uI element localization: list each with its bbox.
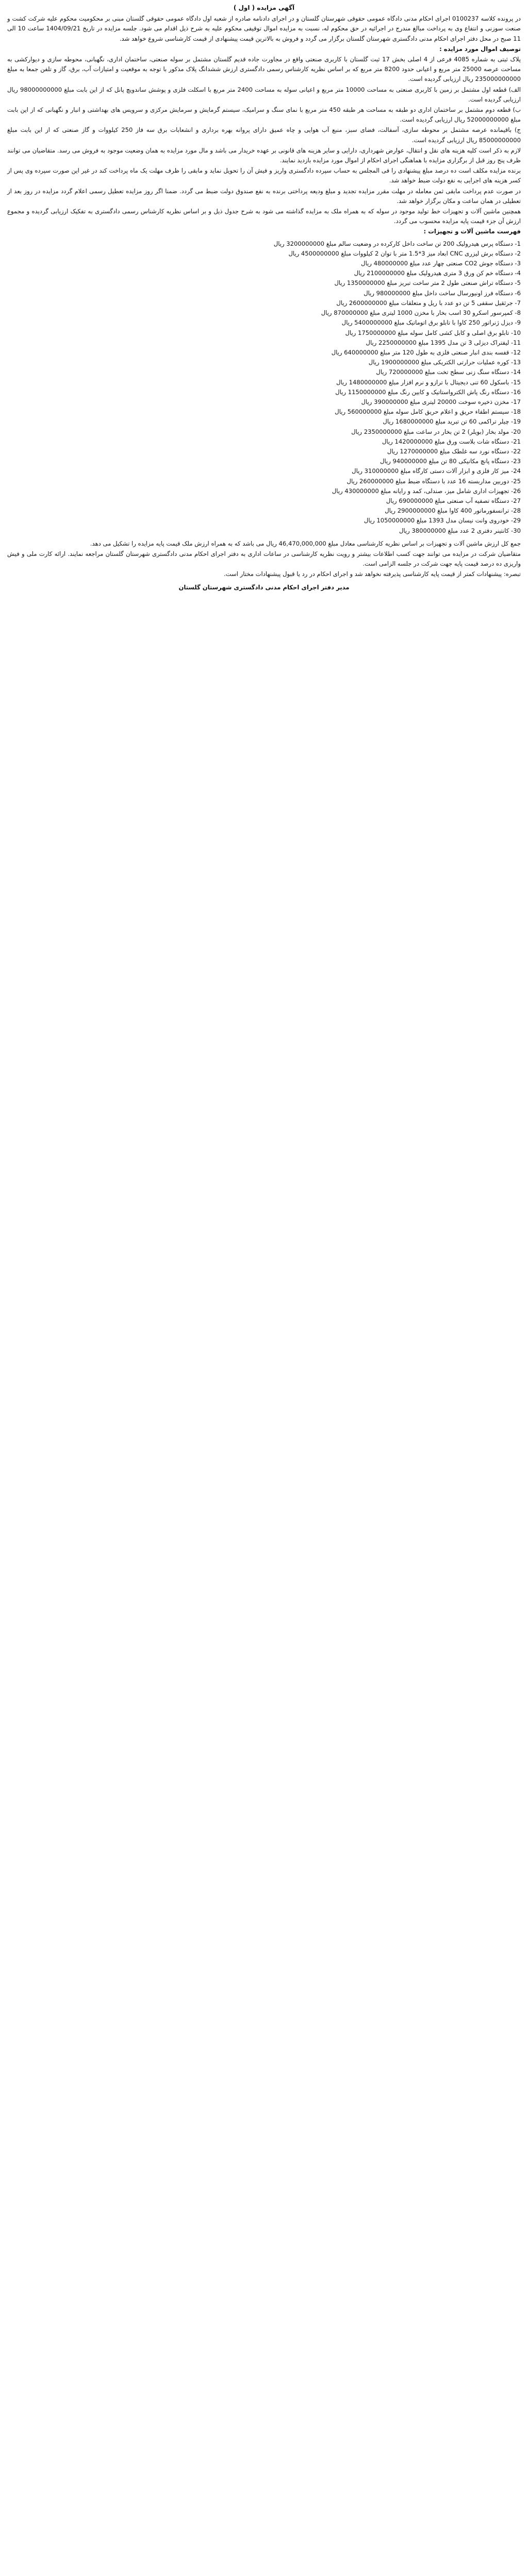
section-paragraph: برنده مزایده مکلف است ده درصد مبلغ پیشنهادی را فی المجلس به حساب سپرده دادگستری واریز و فیش آن را تحویل نماید و مابقی را ظرف مهلت یک ماه پرداخت کند در غیر این صورت سپرده وی پس از کسر هزینه های اجرایی به نفع دولت ضبط خواهد شد. <box>7 167 521 184</box>
section-paragraph: ب) قطعه دوم مشتمل بر ساختمان اداری دو طبقه به مساحت هر طبقه 450 متر مربع با نمای سنگ و سرامیک، سیستم گرمایش و سرمایش مرکزی و سرویس های بهداشتی و انبار و نگهبانی که از این بابت مبلغ 52000000000 ریال ارزیابی گردیده است. <box>7 106 521 124</box>
section-paragraph: ج) باقیمانده عرصه مشتمل بر محوطه سازی، آسفالت، فضای سبز، منبع آب هوایی و چاه عمیق دارای پروانه بهره برداری و انشعابات برق سه فاز 250 کیلووات و گاز صنعتی که از این بابت مبلغ 85000000000 ریال ارزیابی گردیده است. <box>7 126 521 144</box>
section-paragraph: همچنین ماشین آلات و تجهیزات خط تولید موجود در سوله که به همراه ملک به مزایده گذاشته می شود به شرح جدول ذیل و بر اساس نظریه کارشناس رسمی دادگستری به تفکیک ارزیابی گردیده و مجموع ارزش آن جزء قیمت پایه مزایده محسوب می گردد. <box>7 208 521 225</box>
list-item: 21- دستگاه شات بلاست ورق مبلغ 1420000000 ریال <box>382 437 521 445</box>
list-item: 9- دیزل ژنراتور 250 کاوا با تابلو برق اتوماتیک مبلغ 5400000000 ریال <box>341 319 521 327</box>
signature: مدیر دفتر اجرای احکام مدنی دادگستری شهرستان گلستان <box>178 583 350 591</box>
list-item: 24- میز کار فلزی و ابزار آلات دستی کارگاه مبلغ 310000000 ریال <box>352 467 521 475</box>
list-item: 19- چیلر تراکمی 60 تن تبرید مبلغ 1680000000 ریال <box>383 418 521 426</box>
list-item: 17- مخزن ذخیره سوخت 20000 لیتری مبلغ 390000000 ریال <box>361 398 521 405</box>
section-paragraph: در صورت عدم پرداخت مابقی ثمن معامله در مهلت مقرر مزایده تجدید و مبلغ ودیعه پرداختی برنده به نفع صندوق دولت ضبط می گردد. ضمنا اگر روز مزایده تعطیل رسمی اعلام گردد مزایده در روز بعد از تعطیلی در همان ساعت و مکان برگزار خواهد شد. <box>7 187 521 205</box>
section-paragraph: لازم به ذکر است کلیه هزینه های نقل و انتقال، عوارض شهرداری، دارایی و سایر هزینه های قانونی بر عهده خریدار می باشد و مال مورد مزایده به همان وضعیت موجود به فروش می رسد. متقاضیان می توانند ظرف پنج روز قبل از برگزاری مزایده با هماهنگی اجرای احکام از اموال مورد مزایده بازدید نمایند. <box>7 146 521 164</box>
list-item: 18- سیستم اطفاء حریق و اعلام حریق کامل سوله مبلغ 560000000 ریال <box>335 408 521 416</box>
list-item: 25- دوربین مداربسته 16 عدد با دستگاه ضبط مبلغ 260000000 ریال <box>346 477 521 485</box>
list-item: 1- دستگاه پرس هیدرولیک 200 تن ساخت داخل کارکرده در وضعیت سالم مبلغ 3200000000 ریال <box>273 240 521 247</box>
equipment-list <box>7 239 521 536</box>
list-item: 22- دستگاه نورد سه غلطک مبلغ 1270000000 ریال <box>387 447 521 455</box>
list-item: 12- قفسه بندی انبار صنعتی فلزی به طول 120 متر مبلغ 640000000 ریال <box>331 348 521 356</box>
total-paragraph: جمع کل ارزش ماشین آلات و تجهیزات بر اساس نظریه کارشناسی معادل مبلغ 46,470,000,000 ریال می باشد که به همراه ارزش ملک قیمت پایه مزایده را تشکیل می دهد. <box>90 539 521 547</box>
list-item: 13- کوره عملیات حرارتی الکتریکی مبلغ 1900000000 ریال <box>368 359 521 366</box>
list-item: 7- جرثقیل سقفی 5 تن دو عدد با ریل و متعلقات مبلغ 2600000000 ریال <box>336 299 521 307</box>
list-item: 28- ترانسفورماتور 400 کاوا مبلغ 2900000000 ریال <box>385 507 521 515</box>
list-item: 5- دستگاه تراش صنعتی طول 2 متر ساخت تبریز مبلغ 1350000000 ریال <box>334 279 521 287</box>
intro-note: توصیف اموال مورد مزایده : <box>439 45 521 53</box>
list-item: 4- دستگاه خم کن ورق 3 متری هیدرولیک مبلغ 2100000000 ریال <box>354 269 521 277</box>
list-item: 26- تجهیزات اداری شامل میز، صندلی، کمد و رایانه مبلغ 430000000 ریال <box>332 487 521 495</box>
list-item: 27- دستگاه تصفیه آب صنعتی مبلغ 690000000 ریال <box>386 497 521 504</box>
list-item: 15- باسکول 60 تنی دیجیتال با ترازو و نرم افزار مبلغ 1480000000 ریال <box>336 378 521 386</box>
list-item: 30- کانتینر دفتری 2 عدد مبلغ 380000000 ریال <box>399 527 521 534</box>
closing-paragraph: تبصره: پیشنهادات کمتر از قیمت پایه کارشناسی پذیرفته نخواهد شد و اجرای احکام در رد یا قبول پیشنهادات مختار است. <box>223 570 521 578</box>
closing-paragraph: متقاضیان شرکت در مزایده می توانند جهت کسب اطلاعات بیشتر و رویت نظریه کارشناسی در ساعات اداری به دفتر اجرای احکام مدنی دادگستری شهرستان گلستان مراجعه نمایند. ارائه کارت ملی و فیش واریزی ده درصد قیمت پایه جهت شرکت در جلسه الزامی است. <box>7 550 521 568</box>
notice-header: آگهی مزایده ( اول ) <box>233 4 295 11</box>
list-item: 23- دستگاه پانچ مکانیکی 80 تن مبلغ 940000000 ریال <box>380 457 521 465</box>
list-item: 16- دستگاه رنگ پاش الکترواستاتیک و کابین رنگ مبلغ 1150000000 ریال <box>335 388 521 396</box>
footer <box>7 583 521 592</box>
list-item: 6- دستگاه فرز اونیورسال ساخت داخل مبلغ 980000000 ریال <box>364 289 521 297</box>
list-item: 14- دستگاه سنگ زنی سطح تخت مبلغ 720000000 ریال <box>376 368 521 376</box>
list-item: 20- مولد بخار (بویلر) 2 تن بخار در ساعت مبلغ 2350000000 ریال <box>351 428 521 435</box>
intro-paragraph: در پرونده کلاسه 0100237 اجرای احکام مدنی دادگاه عمومی حقوقی شهرستان گلستان و در اجرای دادنامه صادره از شعبه اول دادگاه عمومی حقوقی گلستان مبنی بر محکومیت محکوم علیه شرکت کشت و صنعت سوزنی و انتفاع وی به پرداخت مبالغ مندرج در اجرائیه در حق محکوم له، نسبت به مزایده اموال توقیفی محکوم علیه به شرح ذیل اقدام می شود. جلسه مزایده در تاریخ 1404/09/21 ساعت 10 الی 11 صبح در محل دفتر اجرای احکام مدنی دادگستری شهرستان گلستان برگزار می گردد و فروش به بالاترین قیمت پیشنهادی از قیمت کارشناسی شروع خواهد شد. <box>7 15 521 42</box>
list-item: 2- دستگاه برش لیزری CNC ابعاد میز 3*1.5 متر با توان 2 کیلووات مبلغ 4500000000 ریال <box>288 249 521 257</box>
list-item: 10- تابلو برق اصلی و کابل کشی کامل سوله مبلغ 1750000000 ریال <box>345 329 521 336</box>
list-title: فهرست ماشین آلات و تجهیزات : <box>423 228 521 235</box>
list-item: 29- خودروی وانت نیسان مدل 1393 مبلغ 1050000000 ریال <box>364 517 521 524</box>
list-item: 3- دستگاه جوش CO2 صنعتی چهار عدد مبلغ 480000000 ریال <box>361 260 521 267</box>
list-item: 11- لیفتراک دیزلی 3 تن مدل 1395 مبلغ 2250000000 ریال <box>366 338 521 346</box>
section-paragraph: الف) قطعه اول مشتمل بر زمین با کاربری صنعتی به مساحت 10000 متر مربع و اعیانی سوله به مساحت 2400 متر مربع با اسکلت فلزی و پوشش ساندویچ پانل که از این بابت مبلغ 98000000000 ریال ارزیابی گردیده است. <box>7 86 521 103</box>
section-paragraph: پلاک ثبتی به شماره 4085 فرعی از 4 اصلی بخش 17 ثبت گلستان با کاربری صنعتی واقع در مجاورت جاده قدیم گلستان مشتمل بر سوله صنعتی، ساختمان اداری، نگهبانی، محوطه سازی و دیوارکشی به مساحت عرصه 25000 متر مربع و اعیانی حدود 8200 متر مربع که بر اساس نظریه کارشناس رسمی دادگستری ارزش ششدانگ پلاک مذکور با توجه به موقعیت و امتیازات آب، برق، گاز و تلفن جمعا به مبلغ 235000000000 ریال ارزیابی گردیده است. <box>7 56 521 83</box>
list-item: 8- کمپرسور اسکرو 30 اسب بخار با مخزن 1000 لیتری مبلغ 870000000 ریال <box>321 309 521 317</box>
